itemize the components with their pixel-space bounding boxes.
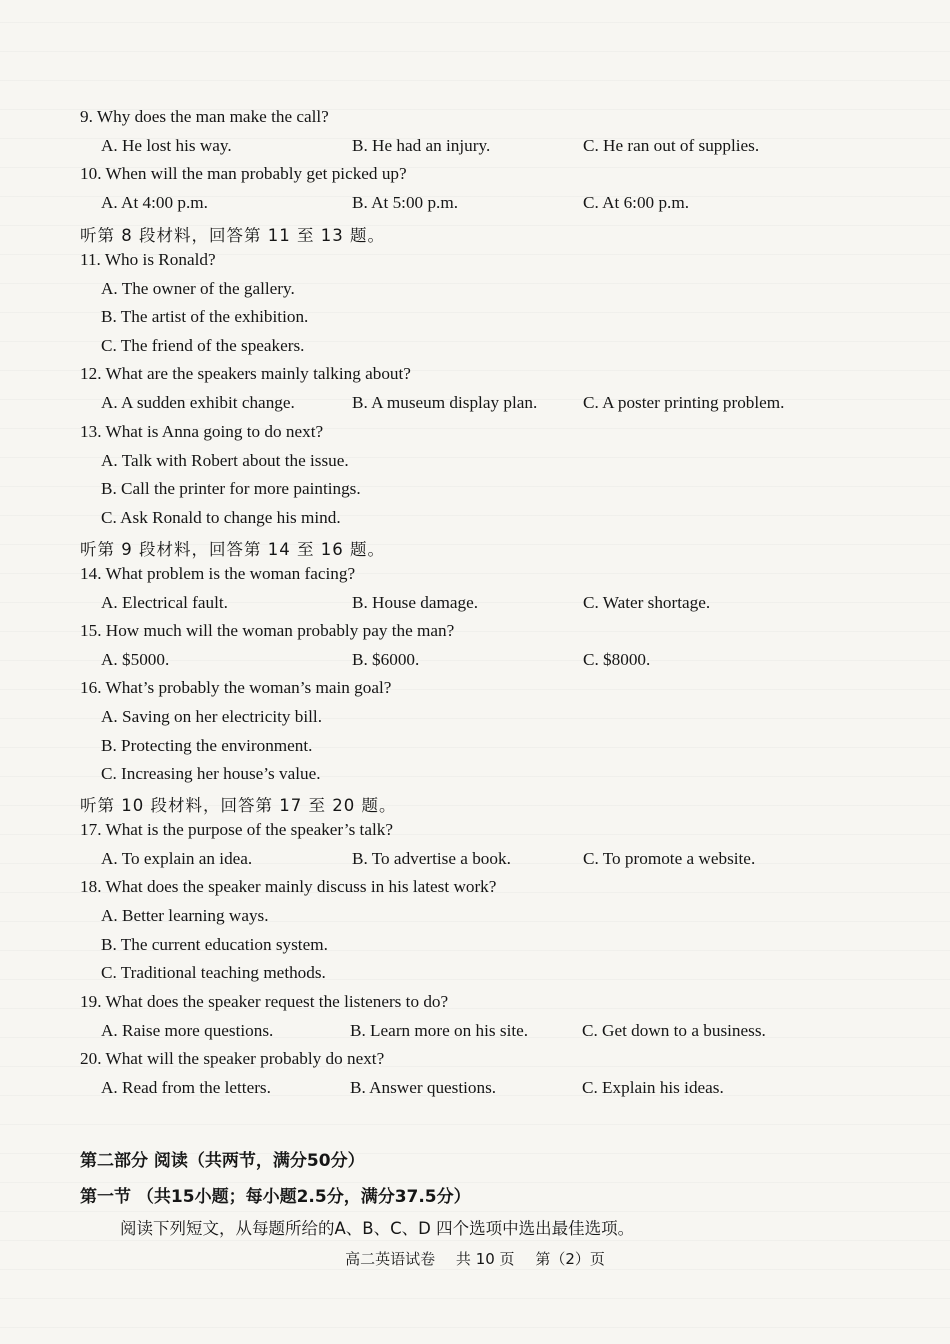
question-10: 10. When will the man probably get picked up? xyxy=(80,164,407,183)
question-16: 16. What’s probably the woman’s main goal? xyxy=(80,678,392,697)
q13-option-b: B. Call the printer for more paintings. xyxy=(101,479,361,498)
q14-option-b: B. House damage. xyxy=(352,593,479,612)
q20-option-c: C. Explain his ideas. xyxy=(582,1078,724,1097)
q11-option-b: B. The artist of the exhibition. xyxy=(101,307,309,326)
q10-option-b: B. At 5:00 p.m. xyxy=(352,193,459,212)
q15-option-a: A. $5000. xyxy=(101,650,170,669)
section-9-instruction: 听第 9 段材料，回答第 14 至 16 题。 xyxy=(80,540,385,559)
question-15: 15. How much will the woman probably pay the man? xyxy=(80,621,455,640)
q15-option-c: C. $8000. xyxy=(583,650,651,669)
q13-option-a: A. Talk with Robert about the issue. xyxy=(101,451,349,470)
q12-option-b: B. A museum display plan. xyxy=(352,393,538,412)
q18-option-a: A. Better learning ways. xyxy=(101,906,269,925)
q19-option-b: B. Learn more on his site. xyxy=(350,1021,529,1040)
question-19: 19. What does the speaker request the listeners to do? xyxy=(80,992,449,1011)
question-18: 18. What does the speaker mainly discuss in his latest work? xyxy=(80,877,497,896)
q9-option-b: B. He had an injury. xyxy=(352,136,491,155)
footer-page-number: 第（2）页 xyxy=(535,1250,605,1268)
section-10-instruction: 听第 10 段材料，回答第 17 至 20 题。 xyxy=(80,796,397,815)
q11-option-c: C. The friend of the speakers. xyxy=(101,336,305,355)
q19-option-c: C. Get down to a business. xyxy=(582,1021,766,1040)
q15-option-b: B. $6000. xyxy=(352,650,420,669)
question-11: 11. Who is Ronald? xyxy=(80,250,216,269)
question-13: 13. What is Anna going to do next? xyxy=(80,422,324,441)
question-9: 9. Why does the man make the call? xyxy=(80,107,329,126)
q12-option-c: C. A poster printing problem. xyxy=(583,393,785,412)
reading-instruction: 阅读下列短文，从每题所给的A、B、C、D 四个选项中选出最佳选项。 xyxy=(120,1219,635,1238)
q14-option-a: A. Electrical fault. xyxy=(101,593,228,612)
q16-option-a: A. Saving on her electricity bill. xyxy=(101,707,322,726)
q14-option-c: C. Water shortage. xyxy=(583,593,711,612)
q12-option-a: A. A sudden exhibit change. xyxy=(101,393,295,412)
q9-option-a: A. He lost his way. xyxy=(101,136,232,155)
page-footer xyxy=(0,1248,950,1269)
section-one-title: 第一节 （共15小题；每小题2.5分，满分37.5分） xyxy=(80,1187,471,1207)
q13-option-c: C. Ask Ronald to change his mind. xyxy=(101,508,341,527)
footer-exam-name: 高二英语试卷 xyxy=(345,1250,436,1268)
q20-option-a: A. Read from the letters. xyxy=(101,1078,271,1097)
q17-option-b: B. To advertise a book. xyxy=(352,849,511,868)
q19-option-a: A. Raise more questions. xyxy=(101,1021,274,1040)
q17-option-a: A. To explain an idea. xyxy=(101,849,253,868)
q18-option-b: B. The current education system. xyxy=(101,935,328,954)
q9-option-c: C. He ran out of supplies. xyxy=(583,136,760,155)
question-17: 17. What is the purpose of the speaker’s talk? xyxy=(80,820,393,839)
question-20: 20. What will the speaker probably do next? xyxy=(80,1049,385,1068)
q20-option-b: B. Answer questions. xyxy=(350,1078,497,1097)
q17-option-c: C. To promote a website. xyxy=(583,849,756,868)
question-14: 14. What problem is the woman facing? xyxy=(80,564,356,583)
section-8-instruction: 听第 8 段材料，回答第 11 至 13 题。 xyxy=(80,226,385,245)
q18-option-c: C. Traditional teaching methods. xyxy=(101,963,326,982)
q10-option-c: C. At 6:00 p.m. xyxy=(583,193,690,212)
q10-option-a: A. At 4:00 p.m. xyxy=(101,193,208,212)
footer-total-pages: 共 10 页 xyxy=(455,1250,515,1268)
part-two-title: 第二部分 阅读（共两节，满分50分） xyxy=(80,1151,365,1171)
q16-option-c: C. Increasing her house’s value. xyxy=(101,764,321,783)
q11-option-a: A. The owner of the gallery. xyxy=(101,279,295,298)
q16-option-b: B. Protecting the environment. xyxy=(101,736,313,755)
question-12: 12. What are the speakers mainly talking about? xyxy=(80,364,411,383)
